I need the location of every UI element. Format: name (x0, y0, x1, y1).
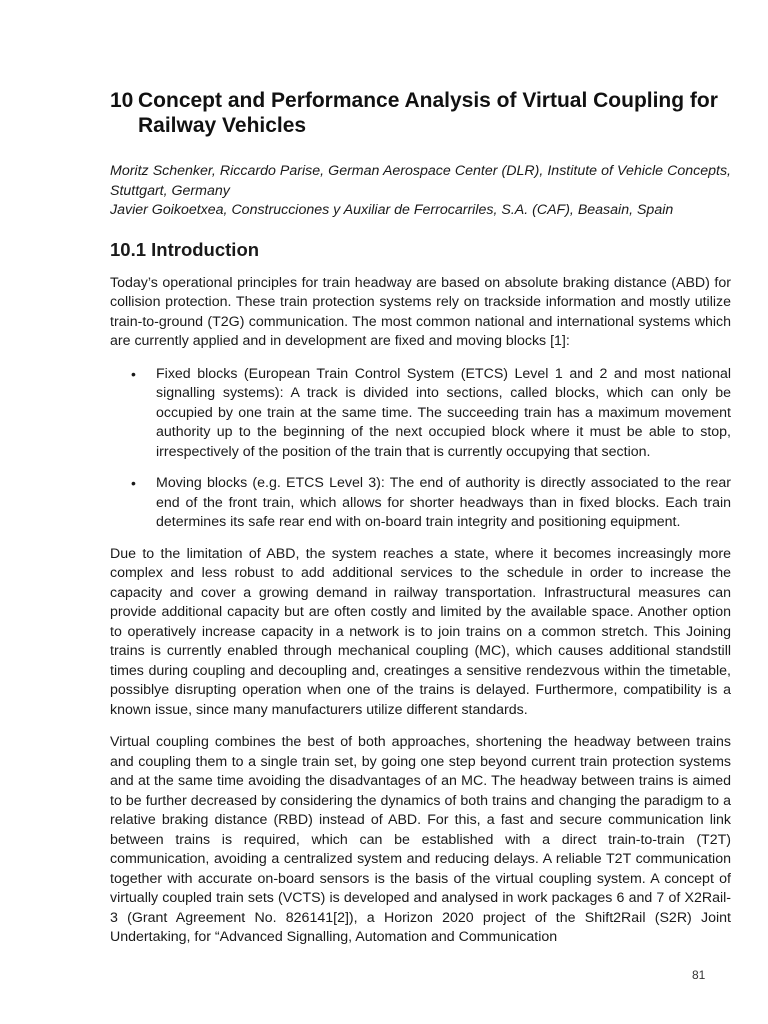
bullet-list (110, 365, 731, 533)
list-item-text: Moving blocks (e.g. ETCS Level 3): The end of authority is directly associated to the rear end of the front train, which allows for shorter headways than in fixed blocks. Each train determines its safe rear end with on-board train integrity and positioning equipment. (156, 475, 731, 530)
chapter-title-text: Concept and Performance Analysis of Virtual Coupling for Railway Vehicles (138, 89, 718, 137)
chapter-number: 10 (110, 89, 134, 112)
author-affiliations (110, 162, 731, 221)
list-item-text: Fixed blocks (European Train Control System (ETCS) Level 1 and 2 and most national signalling systems): A track is divided into sections, called blocks, which can only be occupied by one train at the same time. The succeeding train has a maximum movement authority up to the beginning of the next occupied block where it must be able to stop, irrespectively of the position of the train that is currently occupying that section. (156, 365, 731, 460)
page-content (110, 88, 731, 961)
paragraph-intro: Today’s operational principles for train headway are based on absolute braking distance (ABD) for collision protection. These train protection systems rely on trackside information and mostly utilize train-to-ground (T2G) communication. The most common national and international systems which are currently applied and in development are fixed and moving blocks [1]: (110, 274, 731, 349)
author-line-1: Moritz Schenker, Riccardo Parise, German Aerospace Center (DLR), Institute of Vehicle Concepts, Stuttgart, Germany (110, 163, 731, 199)
list-item (110, 474, 731, 533)
list-item (110, 365, 731, 463)
bullet-icon: • (131, 365, 136, 382)
section-title: 10.1 Introduction (110, 238, 260, 260)
author-line-2: Javier Goikoetxea, Construcciones y Auxiliar de Ferrocarriles, S.A. (CAF), Beasain, Spain (110, 202, 674, 218)
paragraph-limitation: Due to the limitation of ABD, the system reaches a state, where it becomes increasingly more complex and less robust to add additional services to the schedule in order to increase the capacity and cover a growing demand in railway transportation. Infrastructural measures can provide additional capacity but are often costly and limited by the available space. Another option to operatively increase capacity in a network is to join trains on a common stretch. This Joining trains is currently enabled through mechanical coupling (MC), which causes additional standstill times during coupling and decoupling and, creatinges a sensitive rendezvous within the timetable, possiblye disrupting operation when one of the trains is delayed. Furthermore, compatibility is a known issue, since many manufacturers utilize different standards. (110, 545, 731, 718)
page-number: 81 (692, 968, 706, 982)
chapter-title (110, 88, 731, 138)
bullet-icon: • (131, 475, 136, 491)
body-text (110, 274, 731, 948)
paragraph-virtual-coupling: Virtual coupling combines the best of both approaches, shortening the headway between trains and coupling them to a single train set, by going one step beyond current train protection systems and at the same time avoiding the disadvantages of an MC. The headway between trains is aimed to be further decreased by considering the dynamics of both trains and changing the paradigm to a relative braking distance (RBD) instead of ABD. For this, a fast and secure communication link between trains is required, which can be established with a direct train-to-train (T2T) communication, avoiding a centralized system and reducing delays. A reliable T2T communication together with accurate on-board sensors is the basis of the virtual coupling system. A concept of virtually coupled train sets (VCTS) is developed and analysed in work packages 6 and 7 of X2Rail-3 (Grant Agreement No. 826141[2]), a Horizon 2020 project of the Shift2Rail (S2R) Joint Undertaking, for “Advanced Signalling, Automation and Communication (110, 734, 731, 945)
